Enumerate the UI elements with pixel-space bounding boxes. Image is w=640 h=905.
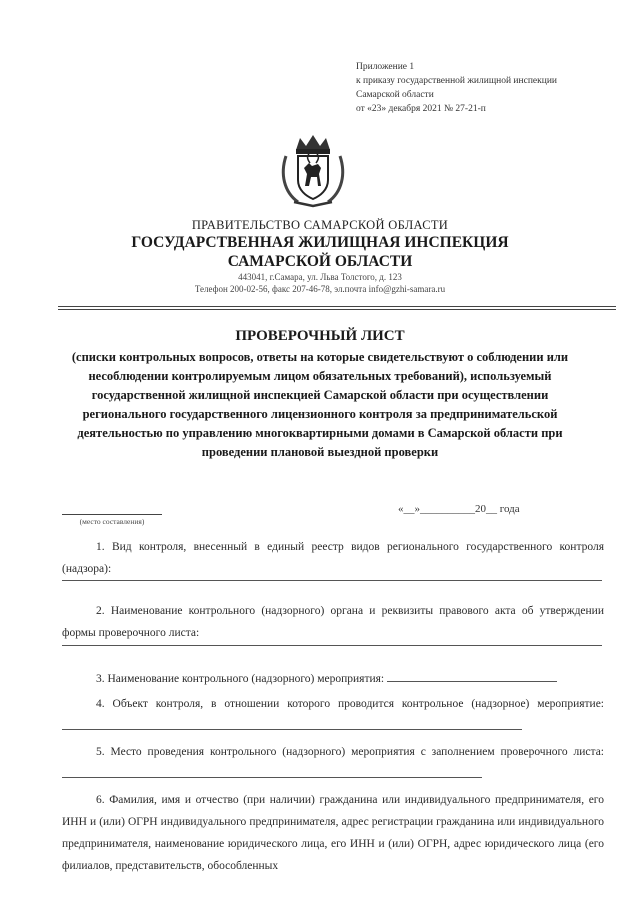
- fill-line: [387, 667, 557, 682]
- item-text: 4. Объект контроля, в отношении которого проводится контрольное (надзорное) мероприятие:: [96, 698, 604, 710]
- appendix-note: [356, 60, 626, 116]
- item-5: [62, 741, 604, 786]
- fill-line: [62, 645, 602, 646]
- appendix-line: от «23» декабря 2021 № 27-21-п: [356, 104, 486, 114]
- item-1: [62, 536, 604, 580]
- fill-line: [62, 580, 602, 581]
- item-text: 6. Фамилия, имя и отчество (при наличии) гражданина или индивидуального предпринимателя, его ИНН и (или) ОГРН индивидуального предпринимателя, адрес регистрации гражданина или индивидуального предпринимателя, наименование юридического лица, его ИНН и (или) ОГРН, адрес юридического лица (его филиалов, представительств, обособленных: [62, 794, 604, 872]
- header-divider: [58, 309, 616, 310]
- inspection-name-line2: САМАРСКОЙ ОБЛАСТИ: [227, 253, 413, 270]
- item-3: [62, 667, 604, 690]
- date-field: «__»__________20__ года: [398, 503, 520, 515]
- fill-line: [62, 715, 522, 730]
- appendix-line: к приказу государственной жилищной инспекции: [356, 76, 557, 86]
- fill-line: [62, 763, 482, 778]
- item-text: 5. Место проведения контрольного (надзорного) мероприятия с заполнением проверочного листа:: [96, 746, 604, 758]
- document-subtitle: (списки контрольных вопросов, ответы на которые свидетельствуют о соблюдении или несоблюдении контролируемым лицом обязательных требований), используемый государственной жилищной инспекцией Самарской области при осуществлении регионального государственного лицензионного контроля за предпринимательской деятельностью по управлению многоквартирными домами в Самарской области при проведении плановой выездной проверки: [71, 350, 569, 459]
- appendix-line: Приложение 1: [356, 62, 415, 72]
- item-text: 3. Наименование контрольного (надзорного) мероприятия:: [96, 673, 385, 685]
- place-caption: (место составления): [79, 517, 145, 526]
- document-title: ПРОВЕРОЧНЫЙ ЛИСТ: [235, 328, 405, 344]
- place-fill-line: [62, 514, 162, 515]
- item-text: 1. Вид контроля, внесенный в единый реестр видов регионального государственного контроля (надзора):: [62, 541, 604, 575]
- contact-info: Телефон 200-02-56, факс 207-46-78, эл.почта info@gzhi-samara.ru: [194, 284, 446, 294]
- item-4: [62, 693, 604, 738]
- postal-address: 443041, г.Самара, ул. Льва Толстого, д. 123: [238, 272, 402, 282]
- appendix-line: Самарской области: [356, 90, 434, 100]
- inspection-name-line1: ГОСУДАРСТВЕННАЯ ЖИЛИЩНАЯ ИНСПЕКЦИЯ: [131, 234, 509, 251]
- samara-coat-of-arms-icon: [274, 130, 352, 208]
- item-text: 2. Наименование контрольного (надзорного) органа и реквизиты правового акта об утверждении формы проверочного листа:: [62, 605, 604, 639]
- item-6: [62, 789, 604, 877]
- item-2: [62, 600, 604, 644]
- government-name: ПРАВИТЕЛЬСТВО САМАРСКОЙ ОБЛАСТИ: [191, 218, 449, 232]
- header-divider: [58, 306, 616, 307]
